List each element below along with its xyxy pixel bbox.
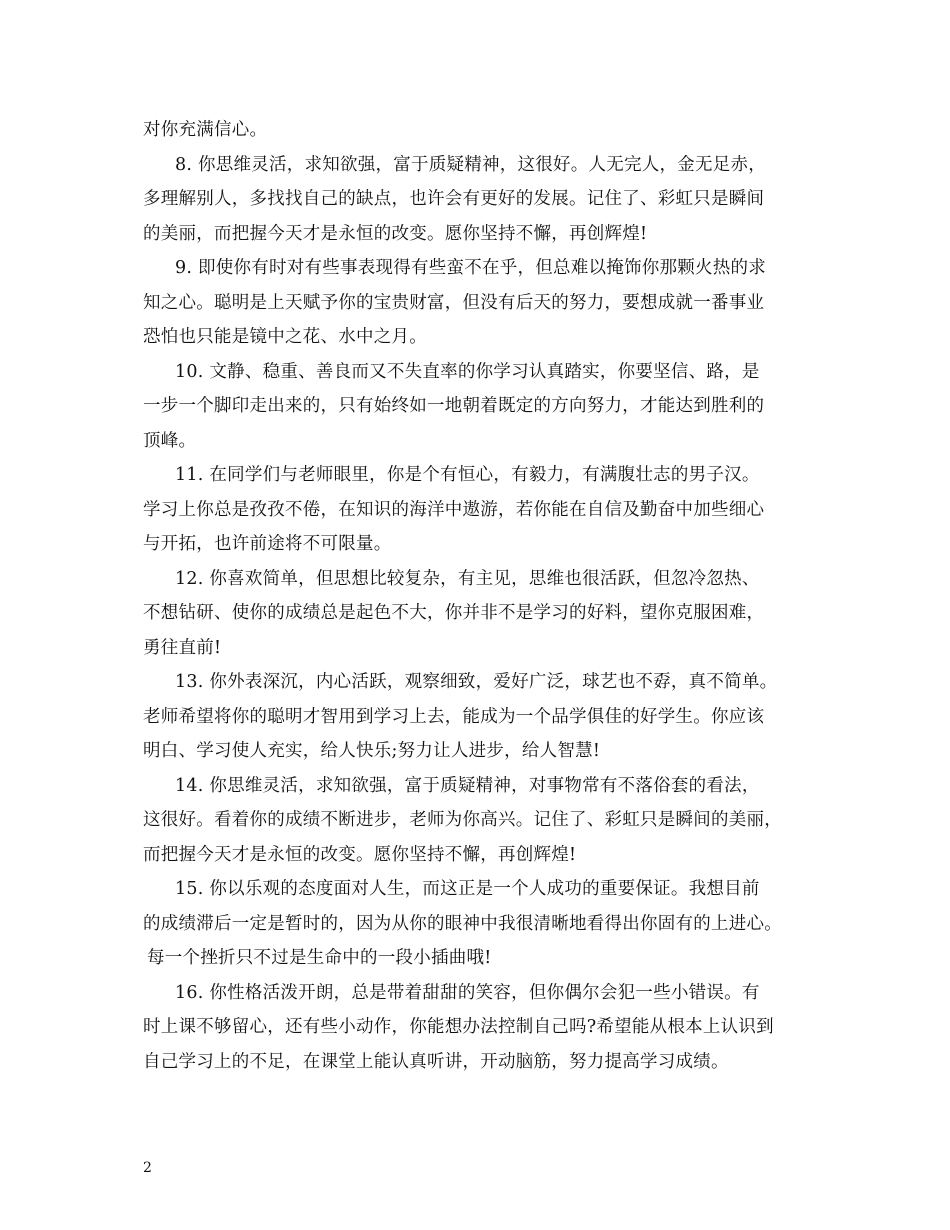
text-line: 10. 文静、稳重、善良而又不失直率的你学习认真踏实，你要坚信、路，是 [175,361,760,382]
text-line: 9. 即使你有时对有些事表现得有些蛮不在乎，但总难以掩饰你那颗火热的求 [175,258,767,278]
text-line: 16. 你性格活泼开朗，总是带着甜甜的笑容，但你偶尔会犯一些小错误。有 [175,982,760,1003]
text-line: 每一个挫折只不过是生命中的一段小插曲哦! [147,948,492,968]
text-line: 13. 你外表深沉，内心活跃，观察细致，爱好广泛，球艺也不孬，真不简单。 [175,672,778,692]
text-line: 时上课不够留心，还有些小动作，你能想办法控制自己吗?希望能从根本上认识到 [143,1017,774,1037]
text-line: 而把握今天才是永恒的改变。愿你坚持不懈，再创辉煌! [143,844,577,865]
text-line: 15. 你以乐观的态度面对人生，而这正是一个人成功的重要保证。我想目前 [175,879,760,899]
text-line: 顶峰。 [143,430,197,451]
text-line: 的美丽，而把握今天才是永恒的改变。愿你坚持不懈，再创辉煌! [143,223,648,244]
text-line: 8. 你思维灵活，求知欲强，富于质疑精神，这很好。人无完人，金无足赤， [175,154,767,175]
text-line: 11. 在同学们与老师眼里，你是个有恒心，有毅力，有满腹壮志的男子汉。 [175,465,760,485]
text-line: 一步一个脚印走出来的，只有始终如一地朝着既定的方向努力，才能达到胜利的 [143,396,765,416]
text-line: 明白、学习使人充实，给人快乐;努力让人进步，给人智慧! [143,741,601,761]
text-line: 自己学习上的不足，在课堂上能认真听讲，开动脑筋，努力提高学习成绩。 [143,1051,729,1072]
text-line: 不想钻研、使你的成绩总是起色不大，你并非不是学习的好料，望你克服困难， [143,603,765,623]
text-line: 12. 你喜欢简单，但思想比较复杂，有主见，思维也很活跃，但忽冷忽热、 [175,568,760,589]
text-line: 恐怕也只能是镜中之花、水中之月。 [143,327,427,347]
text-line: 多理解别人，多找找自己的缺点，也许会有更好的发展。记住了、彩虹只是瞬间 [143,189,765,209]
text-line: 的成绩滞后一定是暂时的，因为从你的眼神中我很清晰地看得出你固有的上进心。 [143,913,782,934]
page-number: 2 [143,1160,152,1176]
text-line: 老师希望将你的聪明才智用到学习上去，能成为一个品学俱佳的好学生。你应该 [143,706,765,727]
text-line: 这很好。看着你的成绩不断进步，老师为你高兴。记住了、彩虹只是瞬间的美丽， [143,810,782,830]
text-line: 14. 你思维灵活，求知欲强，富于质疑精神，对事物常有不落俗套的看法， [175,775,760,796]
text-line: 勇往直前! [143,637,222,658]
text-line: 与开拓，也许前途将不可限量。 [143,534,392,554]
body-text [143,113,825,1079]
text-line: 知之心。聪明是上天赋予你的宝贵财富，但没有后天的努力，要想成就一番事业 [143,292,765,313]
text-line: 对你充满信心。 [143,120,268,140]
text-line: 学习上你总是孜孜不倦，在知识的海洋中遨游，若你能在自信及勤奋中加些细心 [143,499,765,520]
